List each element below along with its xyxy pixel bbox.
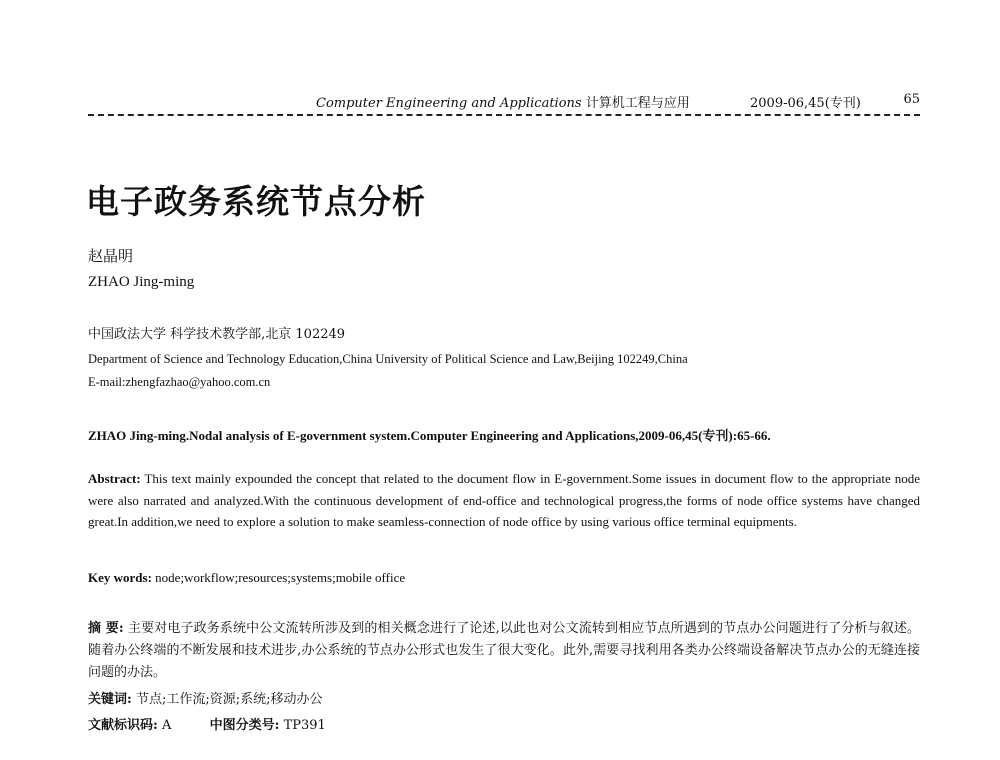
journal-name-cn: 计算机工程与应用 <box>585 96 690 111</box>
abstract-label: Abstract: <box>88 471 141 486</box>
running-header <box>316 92 920 111</box>
keywords-cn <box>88 688 322 707</box>
classification <box>88 714 326 733</box>
doc-code: A <box>161 718 172 733</box>
keywords-label: Key words: <box>88 570 152 585</box>
keywords-text: node;workflow;resources;systems;mobile office <box>155 570 406 585</box>
clc-code: TP391 <box>283 718 326 733</box>
issue-info: 2009-06,45(专刊) <box>750 96 861 111</box>
keywords-cn-label: 关键词: <box>88 692 132 707</box>
clc-label: 中图分类号: <box>209 718 280 733</box>
abstract-cn-label: 摘 要: <box>88 621 124 636</box>
abstract-en <box>88 468 920 533</box>
article-title: 电子政务系统节点分析 <box>86 182 426 221</box>
affiliation-cn: 中国政法大学 科学技术教学部,北京 102249 <box>88 327 346 342</box>
email: E-mail:zhengfazhao@yahoo.com.cn <box>88 375 271 389</box>
keywords-cn-text: 节点;工作流;资源;系统;移动办公 <box>135 692 323 707</box>
abstract-cn <box>88 618 920 684</box>
journal-name: Computer Engineering and Applications <box>316 96 582 111</box>
keywords-en <box>88 570 920 586</box>
citation: ZHAO Jing-ming.Nodal analysis of E-government system.Computer Engineering and Applications,2009-06,45(专刊):65-66. <box>88 428 771 443</box>
header-rule <box>88 114 920 116</box>
author-en: ZHAO Jing-ming <box>88 274 195 290</box>
abstract-cn-text: 主要对电子政务系统中公文流转所涉及到的相关概念进行了论述,以此也对公文流转到相应节点所遇到的节点办公问题进行了分析与叙述。随着办公终端的不断发展和技术进步,办公系统的节点办公形式也发生了很大变化。此外,需要寻找利用各类办公终端设备解决节点办公的无缝连接问题的办法。 <box>88 621 920 680</box>
page-number: 65 <box>903 92 920 107</box>
author-cn: 赵晶明 <box>88 247 134 265</box>
abstract-text: This text mainly expounded the concept that related to the document flow in E-government.Some issues in document flow to the appropriate node were also narrated and analyzed.With the continuous development of end-office and technological progress,the forms of node office systems have changed great.In addition,we need to explore a solution to make seamless-connection of node office by using various office terminal equipments. <box>88 471 920 529</box>
doc-code-label: 文献标识码: <box>88 718 158 733</box>
affiliation-en: Department of Science and Technology Education,China University of Political Science and Law,Beijing 102249,China <box>88 352 688 366</box>
